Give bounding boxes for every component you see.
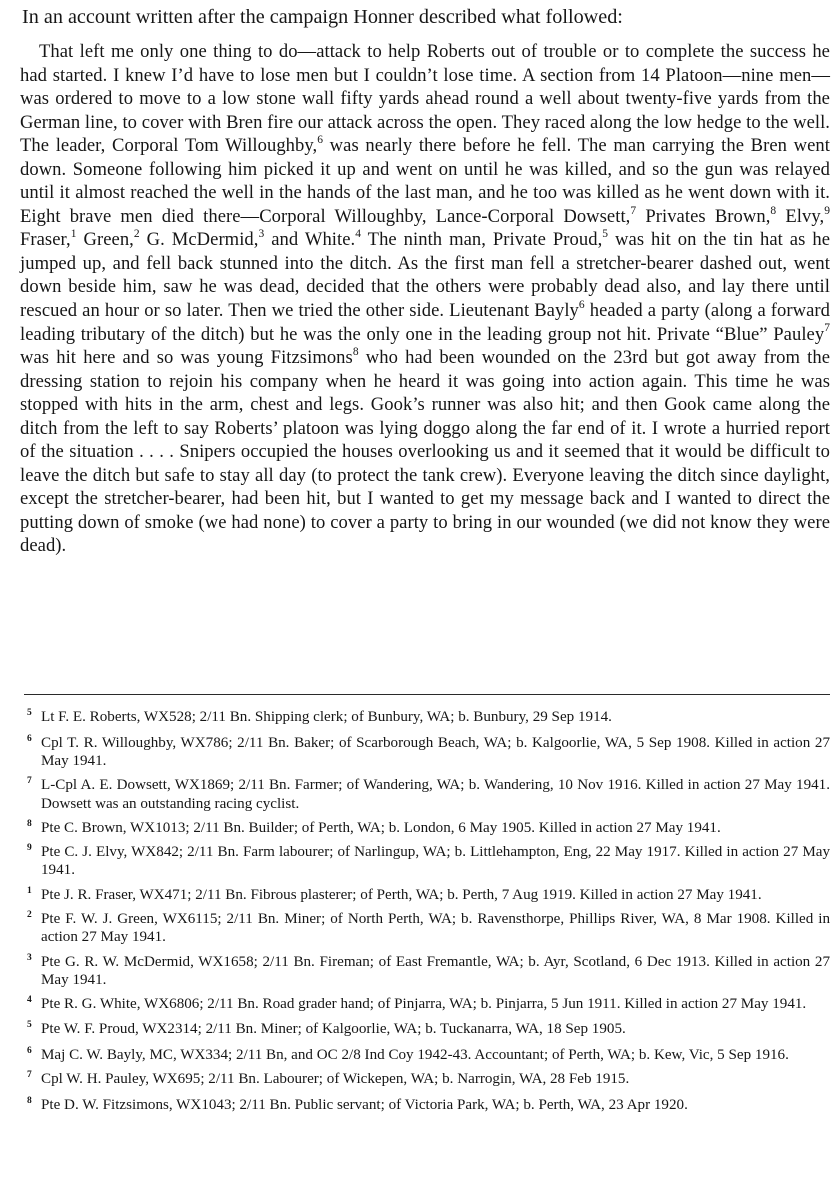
footnote-text: Cpl T. R. Willoughby, WX786; 2/11 Bn. Baker; of Scarborough Beach, WA; b. Kalgoorlie, WA, 5 Sep 1908. Killed in action 27 May 1941. [41,734,830,769]
footnote-marker: 7 [27,1069,32,1080]
footnote [22,910,830,946]
footnote-marker: 4 [27,995,32,1006]
footnote-list [22,708,830,1114]
intro-sentence: In an account written after the campaign Honner described what followed: [22,6,623,28]
footnote-marker: 2 [27,910,32,921]
footnote [22,995,830,1013]
footnote-reference: 2 [133,228,140,241]
quote-text: The ninth man, Private Proud, [361,229,603,251]
quote-text: and White. [264,229,356,251]
quote-text: Green, [76,229,134,251]
quote-text: was hit here and so was young Fitzsimons [20,347,353,369]
quote-text: Elvy, [776,205,825,227]
footnote-marker: 9 [27,843,32,854]
footnote-reference: 3 [258,228,265,241]
footnote [22,843,830,879]
footnote-marker: 6 [27,733,32,744]
footnote [22,886,830,904]
quoted-account [20,40,830,558]
quote-text: Privates Brown, [636,205,771,227]
quote-text: was nearly there before he fell. The man carrying the Bren went down. Someone following him picked it up and went on until he was killed, and so the gun was relayed until it almost reached the well in the hands of the last man, and he too was killed as he went down with it. Eight brave men died there—Corporal Willoughby, Lance-Corporal Dowsett, [20,135,830,227]
footnote [22,1020,830,1038]
footnote [22,953,830,989]
footnote-text: Pte C. Brown, WX1013; 2/11 Bn. Builder; of Perth, WA; b. London, 6 May 1905. Killed in action 27 May 1941. [41,819,721,836]
footnote-text: Pte R. G. White, WX6806; 2/11 Bn. Road grader hand; of Pinjarra, WA; b. Pinjarra, 5 Jun 1911. Killed in action 27 May 1941. [41,996,807,1013]
footnote-reference: 1 [70,228,77,241]
footnote-text: Pte C. J. Elvy, WX842; 2/11 Bn. Farm labourer; of Narlingup, WA; b. Littlehampton, Eng, 22 May 1917. Killed in action 27 May 1941. [41,844,830,879]
footnote-reference: 7 [630,204,637,217]
footnote-reference: 7 [824,322,830,335]
footnote [22,776,830,812]
footnote-divider [24,694,830,695]
footnote-text: Cpl W. H. Pauley, WX695; 2/11 Bn. Labourer; of Wickepen, WA; b. Narrogin, WA, 28 Feb 1915. [41,1070,630,1087]
footnote [22,734,830,770]
footnote-reference: 4 [355,228,362,241]
footnote [22,708,830,726]
quote-text: That left me only one thing to do—attack to help Roberts out of trouble or to complete the success he had started. I knew I’d have to lose men but I couldn’t lose time. A section from 14 Platoon—nine men—was ordered to move to a low stone wall fifty yards ahead round a well about twenty-five yards from the German line, to cover with Bren fire our attack across the open. They raced along the low hedge to the well. The leader, Corporal Tom Willoughby, [20,41,830,157]
footnote-marker: 3 [27,952,32,963]
footnote-reference: 5 [602,228,609,241]
quote-text: headed a party (along a forward leading tributary of the ditch) but he was the only one in the leading group not hit. Private “Blue” Pauley [20,300,831,345]
quote-text: who had been wounded on the 23rd but got away from the dressing station to rejoin his company when he heard it was going into action again. This time he was stopped with hits in the arm, chest and legs. Gook’s runner was also hit; and then Gook came along the ditch from the left to say Roberts’ platoon was lying doggo along the far end of it. I wrote a hurried report of the situation . . . . Snipers occupied the houses overlooking us and it seemed that it would be difficult to leave the ditch but safe to stay all day (to protect the tank crew). Everyone leaving the ditch since daylight, except the stretcher-bearer, had been hit, but I wanted to get my message back and I wanted to direct the putting down of smoke (we had none) to cover a party to bring in our wounded (we did not know they were dead). [20,347,830,557]
footnote-reference: 6 [578,298,585,311]
footnote-text: Pte F. W. J. Green, WX6115; 2/11 Bn. Miner; of North Perth, WA; b. Ravensthorpe, Phillips River, WA, 8 Mar 1908. Killed in action 27 May 1941. [41,911,830,946]
footnote-reference: 8 [770,204,777,217]
footnote-text: Pte W. F. Proud, WX2314; 2/11 Bn. Miner; of Kalgoorlie, WA; b. Tuckanarra, WA, 18 Sep 1905. [41,1020,626,1037]
footnote [22,1096,830,1114]
footnote-marker: 1 [27,885,32,896]
quote-text: G. McDermid, [139,229,259,251]
footnote-reference: 9 [824,204,831,217]
footnote-text: Lt F. E. Roberts, WX528; 2/11 Bn. Shipping clerk; of Bunbury, WA; b. Bunbury, 29 Sep 1914. [41,709,612,725]
footnote [22,819,830,837]
footnote [22,1046,830,1064]
footnote-marker: 5 [27,1019,32,1030]
footnote-text: Pte D. W. Fitzsimons, WX1043; 2/11 Bn. Public servant; of Victoria Park, WA; b. Perth, WA, 23 Apr 1920. [41,1096,688,1113]
footnote-text: L-Cpl A. E. Dowsett, WX1869; 2/11 Bn. Farmer; of Wandering, WA; b. Wandering, 10 Nov 1916. Killed in action 27 May 1941. Dowsett was an outstanding racing cyclist. [41,777,830,812]
quote-text: Fraser, [20,229,71,251]
footnote-reference: 6 [317,134,324,146]
footnote-text: Maj C. W. Bayly, MC, WX334; 2/11 Bn, and OC 2/8 Ind Coy 1942-43. Accountant; of Perth, WA; b. Kew, Vic, 5 Sep 1916. [41,1046,789,1063]
quote-text: was hit on the tin hat as he jumped up, and fell back stunned into the ditch. As the first man fell a stretcher-bearer dashed out, went down beside him, saw he was dead, decided that the others were probably dead also, and lay there until rescued an hour or so later. Then we tried the other side. Lieutenant Bayly [20,229,831,322]
footnote [22,1070,830,1088]
footnote-marker: 8 [27,1095,32,1106]
footnote-text: Pte G. R. W. McDermid, WX1658; 2/11 Bn. Fireman; of East Fremantle, WA; b. Ayr, Scotland, 6 Dec 1913. Killed in action 27 May 1941. [41,953,830,989]
footnote-marker: 7 [27,776,32,787]
footnote-marker: 6 [27,1045,32,1056]
footnote-reference: 8 [352,345,359,358]
footnote-text: Pte J. R. Fraser, WX471; 2/11 Bn. Fibrous plasterer; of Perth, WA; b. Perth, 7 Aug 1919. Killed in action 27 May 1941. [41,886,762,903]
footnote-marker: 5 [27,708,32,718]
footnote-marker: 8 [27,818,32,829]
